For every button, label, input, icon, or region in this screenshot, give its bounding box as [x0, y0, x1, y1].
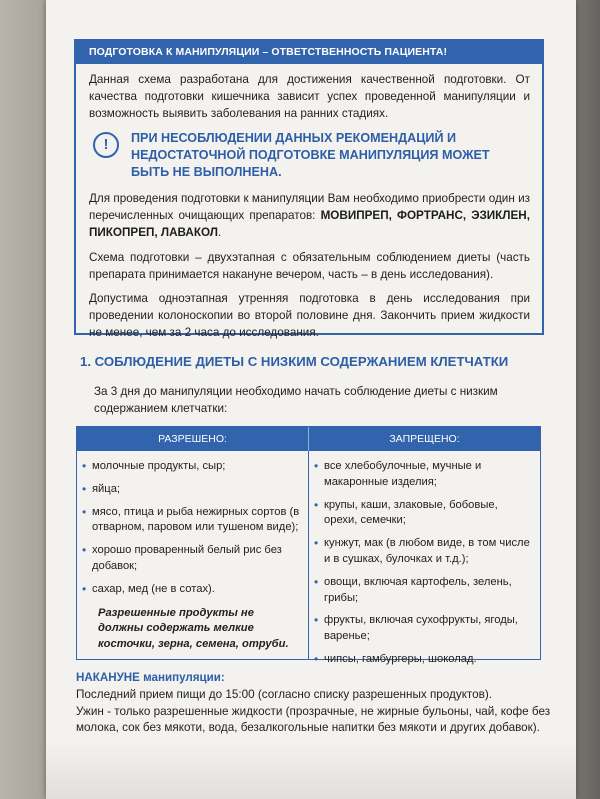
bullet-icon: •: [314, 574, 319, 589]
exclamation-icon: !: [93, 132, 119, 158]
list-item: [314, 575, 534, 607]
bullet-icon: •: [314, 497, 319, 512]
list-item-text: фрукты, включая сухофрукты, ягоды, варенье;: [324, 614, 518, 643]
list-item: [82, 543, 302, 575]
list-item: [82, 582, 302, 598]
list-item-text: крупы, каши, злаковые, бобовые, орехи, семечки;: [324, 498, 498, 527]
bullet-icon: •: [82, 481, 87, 496]
warning-box: [74, 39, 544, 339]
list-item: [82, 505, 302, 537]
diet-table-body: [77, 451, 540, 666]
list-item: [314, 613, 534, 645]
drugs-intro: Для проведения подготовки к манипуляции Вам необходимо приобрести один из перечисленных очищающих препаратов:: [89, 192, 530, 223]
list-item: [82, 482, 302, 498]
list-item: [314, 652, 534, 668]
eve-line-2: Ужин - только разрешенные жидкости (прозрачные, не жирные бульоны, чай, кофе без молока, сок без мякоти, вода, безалкогольные напитки без мякоти и других добавок).: [76, 704, 551, 735]
allowed-header: РАЗРЕШЕНО:: [77, 427, 309, 451]
list-item-text: кунжут, мак (в любом виде, в том числе и в сушках, булочках и т.д.);: [324, 537, 530, 565]
drugs-end: .: [217, 225, 222, 239]
single-stage-paragraph: Допустима одноэтапная утренняя подготовка в день исследования при проведении колоноскопии во второй половине дня. Закончить прием жидкости не менее, чем за 2 часа до исследования.: [89, 292, 530, 339]
warning-box-body: [76, 64, 542, 342]
bullet-icon: •: [82, 504, 87, 519]
section-title: 1. СОБЛЮДЕНИЕ ДИЕТЫ С НИЗКИМ СОДЕРЖАНИЕМ КЛЕТЧАТКИ: [80, 354, 509, 369]
diet-table-header: [77, 427, 540, 451]
eve-heading-caps: НАКАНУНЕ: [76, 671, 140, 684]
allowed-note: Разрешенные продукты не должны содержать мелкие косточки, зерна, семена, отруби.: [98, 606, 289, 651]
bullet-icon: •: [314, 651, 319, 666]
forbidden-column: [309, 451, 540, 666]
bullet-icon: •: [82, 459, 87, 473]
diet-table: [76, 426, 541, 666]
list-item: [314, 459, 534, 491]
drugs-list: МОВИПРЕП, ФОРТРАНС, ЭЗИКЛЕН, ПИКОПРЕП, ЛАВАКОЛ: [89, 209, 530, 239]
list-item-text: мясо, птица и рыба нежирных сортов (в отварном, паровом или тушеном виде);: [92, 505, 300, 534]
section-intro: За 3 дня до манипуляции необходимо начать соблюдение диеты с низким содержанием клетчатки:: [94, 385, 498, 415]
bullet-icon: •: [82, 581, 87, 596]
list-item-text: сахар, мед (не в сотах).: [92, 582, 215, 595]
list-item-text: хорошо проваренный белый рис без добавок;: [92, 544, 282, 572]
warning-box-title: ПОДГОТОВКА К МАНИПУЛЯЦИИ – ОТВЕТСТВЕННОСТЬ ПАЦИЕНТА!: [76, 41, 542, 64]
bullet-icon: •: [314, 459, 319, 473]
list-item: [314, 498, 534, 530]
list-item-text: чипсы, гамбургеры, шоколад.: [324, 652, 477, 665]
list-item: [314, 536, 534, 568]
eve-line-1: Последний прием пищи до 15:00 (согласно списку разрешенных продуктов).: [76, 687, 493, 701]
forbidden-header: ЗАПРЕЩЕНО:: [389, 433, 460, 445]
list-item-text: овощи, включая картофель, зелень, грибы;: [324, 575, 512, 604]
alert-block: [93, 130, 530, 181]
list-item-text: яйца;: [92, 482, 121, 495]
bullet-icon: •: [82, 543, 87, 558]
allowed-column: [77, 451, 309, 659]
bullet-icon: •: [314, 613, 319, 628]
intro-paragraph: Данная схема разработана для достижения качественной подготовки. От качества подготовки кишечника зависит успех проведенной манипуляции и возможность выявить заболевания на ранних стадиях.: [89, 73, 530, 120]
eve-heading: [76, 670, 554, 687]
list-item: [82, 459, 302, 475]
drugs-paragraph: [89, 191, 530, 241]
paper-shade: [46, 740, 576, 799]
eve-heading-rest: манипуляции:: [139, 671, 225, 684]
scheme-paragraph: Схема подготовки – двухэтапная с обязательным соблюдением диеты (часть препарата принимается накануне вечером, часть – в день исследования).: [89, 250, 530, 281]
alert-text: ПРИ НЕСОБЛЮДЕНИИ ДАННЫХ РЕКОМЕНДАЦИЙ И НЕДОСТАТОЧНОЙ ПОДГОТОВКЕ МАНИПУЛЯЦИЯ МОЖЕТ БЫТЬ НЕ ВЫПОЛНЕНА.: [131, 131, 490, 180]
list-item-text: все хлебобулочные, мучные и макаронные изделия;: [324, 460, 482, 488]
list-item-text: молочные продукты, сыр;: [92, 460, 226, 472]
eve-section: [76, 670, 554, 737]
bullet-icon: •: [314, 536, 319, 551]
